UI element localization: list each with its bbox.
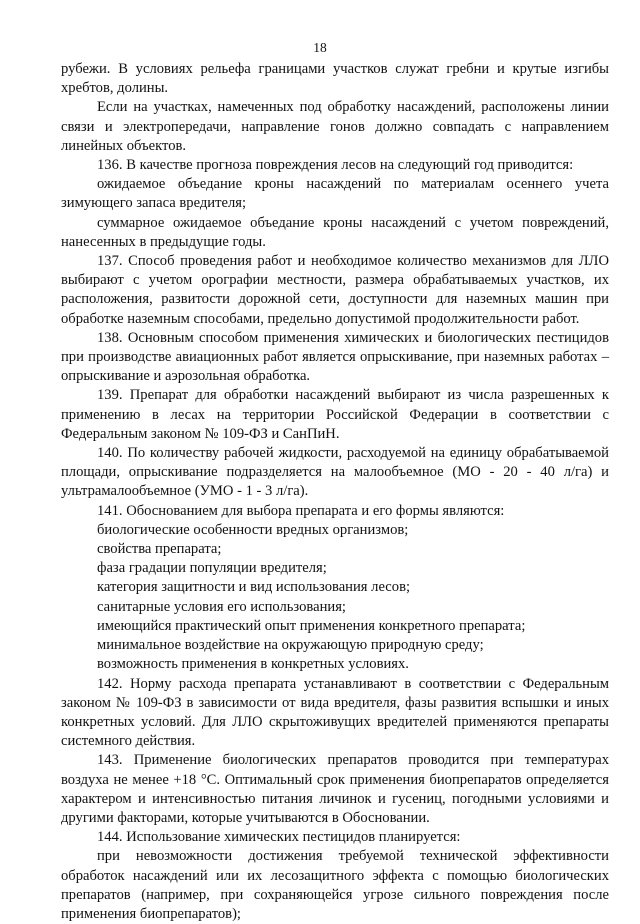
paragraph: 140. По количеству рабочей жидкости, расходуемой на единицу обрабатываемой площади, опрыскивание подразделяется на малообъемное (МО - 20 - 40 л/га) и ультрамалообъемное (УМО - 1 - 3 л/га). <box>61 445 609 500</box>
paragraph: 142. Норму расхода препарата устанавливают в соответствии с Федеральным законом № 109-ФЗ в зависимости от вида вредителя, фазы развития вспышки и иных конкретных условий. Для ЛЛО скрытоживущих вредителей применяются препараты системного действия. <box>61 675 609 750</box>
paragraph: возможность применения в конкретных условиях. <box>97 656 409 673</box>
paragraph: 138. Основным способом применения химических и биологических пестицидов при производстве авиационных работ является опрыскивание, при наземных работах – опрыскивание и аэрозольная обработка. <box>61 329 609 385</box>
paragraph: категория защитности и вид использования лесов; <box>97 579 411 596</box>
paragraph: санитарные условия его использования; <box>97 598 346 615</box>
paragraph: биологические особенности вредных организмов; <box>97 521 409 538</box>
paragraph: ожидаемое объедание кроны насаждений по материалам осеннего учета зимующего запаса вредителя; <box>61 176 609 212</box>
page-number: 18 <box>313 40 327 55</box>
document-body <box>61 60 609 924</box>
paragraph: фаза градации популяции вредителя; <box>97 560 327 577</box>
paragraph: рубежи. В условиях рельефа границами участков служат гребни и крутые изгибы хребтов, долины. <box>61 61 609 97</box>
paragraph: 137. Способ проведения работ и необходимое количество механизмов для ЛЛО выбирают с учетом орографии местности, размера обрабатываемых участков, их расположения, развитости дорожной сети, доступности для наземных машин при обработке наземным способами, предельно допустимой продолжительности работ. <box>61 253 609 327</box>
paragraph: при невозможности достижения требуемой технической эффективности обработок насаждений или их лесозащитного эффекта с помощью биологических препаратов (например, при сохраняющейся угрозе сильного повреждения после применения биопрепаратов); <box>61 848 609 922</box>
paragraph: 143. Применение биологических препаратов проводится при температурах воздуха не менее +18 °С. Оптимальный срок применения биопрепаратов определяется характером и интенсивностью питания личинок и гусениц, погодными условиями и другими факторами, которые учитываются в Обосновании. <box>61 752 609 826</box>
paragraph: свойства препарата; <box>97 541 222 558</box>
paragraph: 144. Использование химических пестицидов планируется: <box>97 829 461 846</box>
paragraph: минимальное воздействие на окружающую природную среду; <box>97 637 484 654</box>
paragraph: имеющийся практический опыт применения конкретного препарата; <box>97 617 526 634</box>
paragraph: 141. Обоснованием для выбора препарата и его формы являются: <box>97 502 505 519</box>
paragraph: 136. В качестве прогноза повреждения лесов на следующий год приводится: <box>97 157 574 174</box>
paragraph: 139. Препарат для обработки насаждений выбирают из числа разрешенных к применению в лесах на территории Российской Федерации в соответствии с Федеральным законом № 109-ФЗ и СанПиН. <box>61 387 609 442</box>
paragraph: Если на участках, намеченных под обработку насаждений, расположены линии связи и электропередачи, направление гонов должно совпадать с направлением линейных объектов. <box>61 99 609 154</box>
paragraph: суммарное ожидаемое объедание кроны насаждений с учетом повреждений, нанесенных в предыдущие годы. <box>61 214 609 250</box>
